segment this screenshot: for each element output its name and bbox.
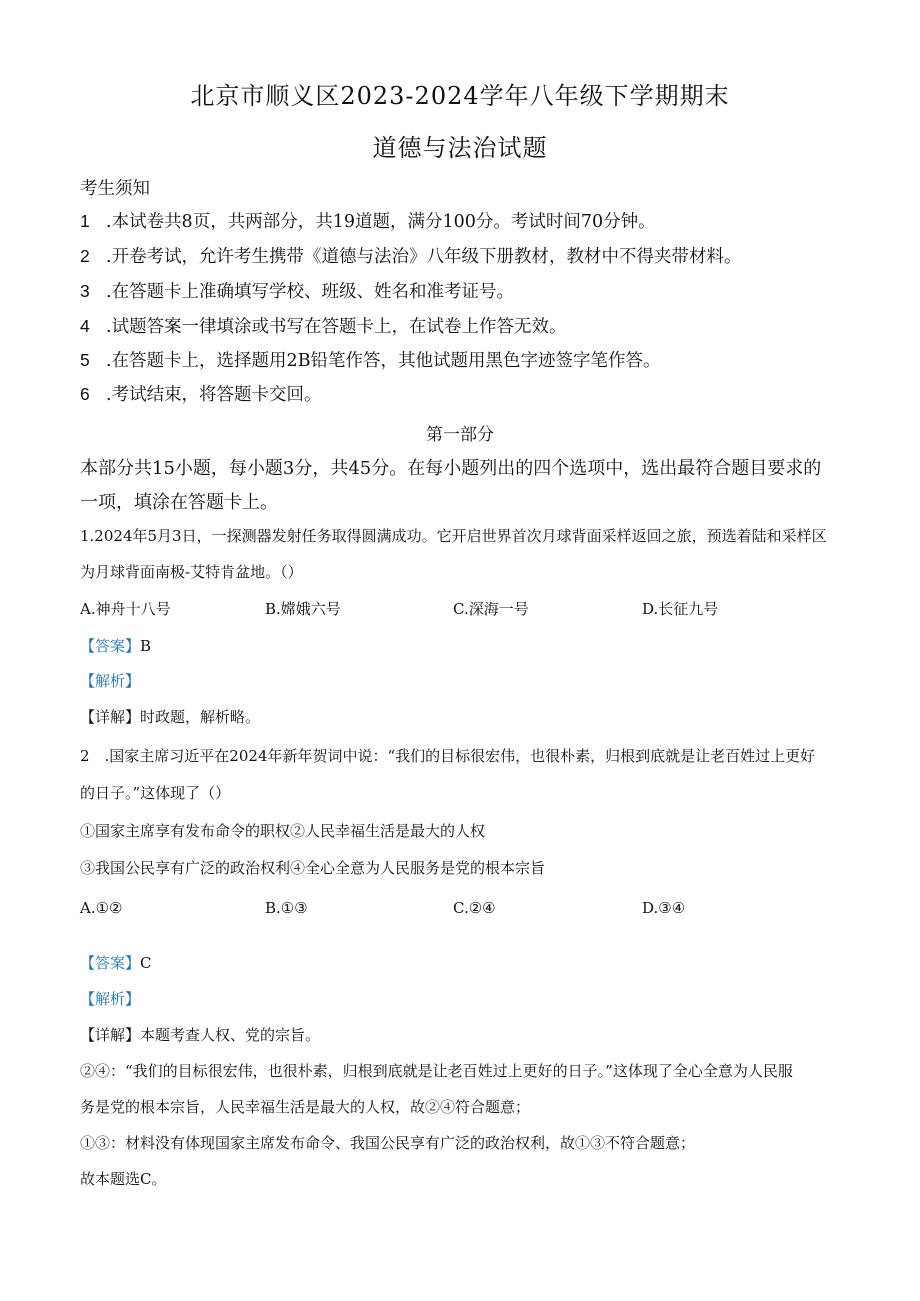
- part-title: 第一部分: [426, 425, 494, 445]
- notice-item-text: .开卷考试，允许考生携带《道德与法治》八年级下册教材，教材中不得夹带材料。: [106, 247, 742, 267]
- question-2-conclusion: 故本题选C。: [80, 1170, 167, 1188]
- question-1-stem-line1: 1.2024年5月3日，一探测器发射任务取得圆满成功。它开启世界首次月球背面采样返回之旅，预选着陆和采样区: [80, 527, 827, 545]
- notice-item-number: 2: [80, 246, 90, 266]
- notice-item-text: .考试结束，将答题卡交回。: [106, 385, 322, 405]
- question-2-stem-line1: 2 .国家主席习近平在2024年新年贺词中说：“我们的目标很宏伟，也很朴素，归根到底就是让老百姓过上更好: [80, 747, 816, 765]
- question-2-analysis: [80, 988, 140, 1009]
- question-2-option-a: A.①②: [80, 899, 123, 917]
- notice-item-text: .在答题卡上，选择题用2B铅笔作答，其他试题用黑色字迹签字笔作答。: [106, 351, 661, 371]
- question-1-detail: [80, 706, 260, 727]
- question-2-option-c: C.②④: [453, 899, 496, 917]
- question-2-detail: [80, 1024, 320, 1045]
- detail-tag: 【详解】: [80, 1026, 141, 1044]
- detail-tag: 【详解】: [80, 708, 141, 726]
- answer-tag: 【答案】: [80, 637, 141, 655]
- notice-item-number: 6: [80, 384, 90, 404]
- notice-item-1: [80, 208, 656, 233]
- notice-heading: 考生须知: [80, 179, 150, 199]
- question-2-explanation-1-line2: 务是党的根本宗旨，人民幸福生活是最大的人权，故②④符合题意；: [80, 1098, 531, 1116]
- notice-item-text: .在答题卡上准确填写学校、班级、姓名和准考证号。: [106, 282, 515, 302]
- notice-item-4: [80, 313, 567, 338]
- question-2-explanation-1-line1: ②④：“我们的目标很宏伟，也很朴素，归根到底就是让老百姓过上更好的日子。”这体现了全心全意为人民服: [80, 1062, 793, 1080]
- notice-item-text: .本试卷共8页，共两部分，共19道题，满分100分。考试时间70分钟。: [106, 212, 656, 232]
- question-1-option-a: A.神舟十八号: [80, 600, 171, 618]
- notice-item-6: [80, 381, 322, 406]
- question-1-answer: [80, 635, 151, 656]
- question-1-option-c: C.深海一号: [453, 600, 529, 618]
- notice-item-number: 4: [80, 316, 90, 336]
- notice-item-3: [80, 278, 514, 303]
- question-2-option-d: D.③④: [642, 899, 686, 917]
- exam-title: 北京市顺义区2023-2024学年八年级下学期期末: [190, 82, 730, 110]
- notice-item-text: .试题答案一律填涂或书写在答题卡上，在试卷上作答无效。: [106, 317, 567, 337]
- detail-text: 本题考查人权、党的宗旨。: [140, 1026, 321, 1044]
- question-2-stem-line2: 的日子。”这体现了（）: [80, 784, 231, 802]
- question-1-analysis: [80, 670, 140, 691]
- notice-item-2: [80, 243, 742, 268]
- notice-item-number: 5: [80, 350, 90, 370]
- question-1-stem-line2: 为月球背面南极-艾特肯盆地。（）: [80, 563, 303, 581]
- exam-subtitle: 道德与法治试题: [372, 134, 548, 162]
- part-intro-line2: 一项，填涂在答题卡上。: [80, 492, 278, 513]
- answer-value: C: [140, 954, 152, 972]
- answer-value: B: [140, 637, 152, 655]
- analysis-tag: 【解析】: [80, 672, 141, 690]
- question-2-option-b: B.①③: [265, 899, 308, 917]
- question-2-statements-1: ①国家主席享有发布命令的职权②人民幸福生活是最大的人权: [80, 822, 486, 840]
- question-1-option-d: D.长征九号: [642, 600, 719, 618]
- answer-tag: 【答案】: [80, 954, 141, 972]
- analysis-tag: 【解析】: [80, 990, 141, 1008]
- notice-item-number: 3: [80, 281, 90, 301]
- question-2-statements-2: ③我国公民享有广泛的政治权利④全心全意为人民服务是党的根本宗旨: [80, 859, 546, 877]
- question-2-explanation-2: ①③：材料没有体现国家主席发布命令、我国公民享有广泛的政治权利，故①③不符合题意；: [80, 1134, 696, 1152]
- part-intro-line1: 本部分共15小题，每小题3分，共45分。在每小题列出的四个选项中，选出最符合题目要求的: [80, 458, 822, 479]
- question-2-answer: [80, 952, 152, 973]
- detail-text: 时政题，解析略。: [140, 708, 261, 726]
- question-1-option-b: B.嫦娥六号: [265, 600, 341, 618]
- notice-item-5: [80, 347, 661, 372]
- notice-item-number: 1: [80, 211, 90, 231]
